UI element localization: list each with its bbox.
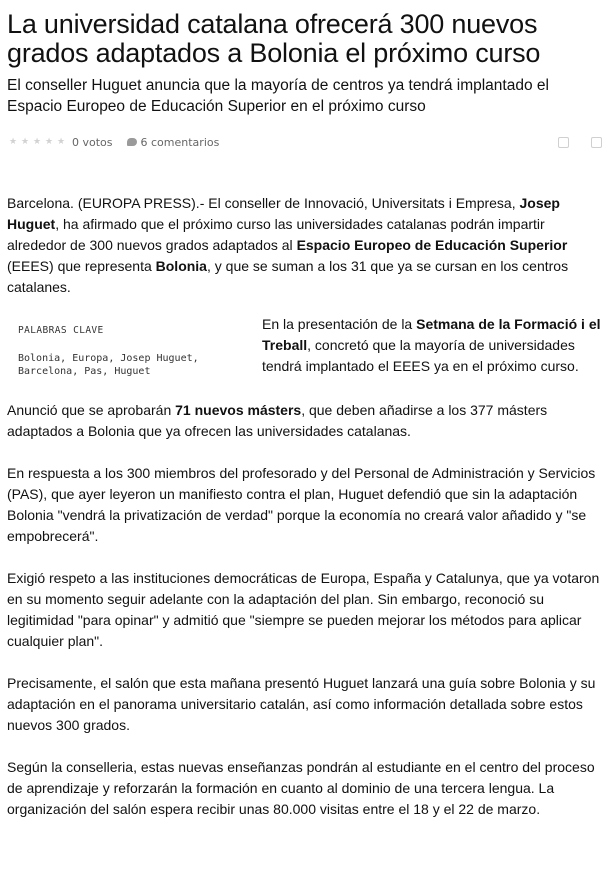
keywords-title: PALABRAS CLAVE xyxy=(18,325,104,336)
comment-bubble-icon xyxy=(127,138,137,146)
comments-count: 6 comentarios xyxy=(140,135,220,149)
paragraph: Precisamente, el salón que esta mañana presentó Huguet lanzará una guía sobre Bolonia y su adaptación en el panorama universitario catalán, así como información detallada sobre estos nuevos 300 grados. xyxy=(7,675,596,733)
star-icon[interactable]: ★ xyxy=(45,136,54,147)
article-subtitle: El conseller Huguet anuncia que la mayoría de centros ya tendrá implantado el Espacio Europeo de Educación Superior en el próximo curso xyxy=(7,77,549,115)
star-icon[interactable]: ★ xyxy=(9,136,18,147)
share-tool[interactable] xyxy=(591,137,602,148)
keyword-link[interactable]: Huguet xyxy=(114,366,151,377)
star-icon[interactable]: ★ xyxy=(57,136,66,147)
keywords-box xyxy=(7,314,262,378)
star-icon[interactable]: ★ xyxy=(33,136,42,147)
rating-stars[interactable] xyxy=(9,138,66,147)
article-headline: La universidad catalana ofrecerá 300 nuevos grados adaptados a Bolonia el próximo curso xyxy=(7,9,541,68)
paragraph: Barcelona. (EUROPA PRESS).- El conseller de Innovació, Universitats i Empresa, Josep Huguet, ha afirmado que el próximo curso las universidades catalanas podrán impartir alrededor de 300 nuevos grados adaptados al Espacio Europeo de Educación Superior (EEES) que representa Bolonia, y que se suman a los 31 que ya se cursan en los centros catalanes. xyxy=(7,195,569,295)
keyword-link[interactable]: Pas xyxy=(84,366,103,377)
text-size-icon xyxy=(558,137,569,148)
star-icon[interactable]: ★ xyxy=(21,136,30,147)
keyword-link[interactable]: Barcelona xyxy=(18,366,73,377)
paragraph: Anunció que se aprobarán 71 nuevos másters, que deben añadirse a los 377 másters adaptados a Bolonia que ya ofrecen las universidades catalanas. xyxy=(7,402,548,439)
paragraph: En la presentación de la Setmana de la Formació i el Treball, concretó que la mayoría de universidades tendrá implantado el EEES ya en el próximo curso. xyxy=(262,316,601,374)
article-body xyxy=(7,193,607,820)
votes-count: 0 votos xyxy=(72,135,113,149)
keyword-link[interactable]: Bolonia xyxy=(18,353,61,364)
keyword-link[interactable]: Europa xyxy=(72,353,109,364)
paragraph: En respuesta a los 300 miembros del profesorado y del Personal de Administración y Servicios (PAS), que ayer leyeron un manifiesto contra el plan, Huguet defendió que sin la adaptación Bolonia "vendrá la privatización de verdad" porque la economía no creará valor añadido y "se empobrecerá". xyxy=(7,465,596,544)
share-icon xyxy=(591,137,602,148)
text-size-tool[interactable] xyxy=(558,137,569,148)
article-info-row xyxy=(7,167,607,179)
paragraph: Según la conselleria, estas nuevas enseñanzas pondrán al estudiante en el centro del proceso de aprendizaje y reforzarán la formación en cuanto al dominio de una tercera lengua. La organización del salón espera recibir unas 80.000 visitas entre el 18 y el 22 de marzo. xyxy=(7,759,595,817)
article-tools xyxy=(558,137,607,148)
keyword-link[interactable]: Josep Huguet xyxy=(120,353,193,364)
paragraph: Exigió respeto a las instituciones democráticas de Europa, España y Catalunya, que ya votaron en su momento seguir adelante con la adaptación del plan. Sin embargo, reconoció su legitimidad "para opinar" y admitió que "siempre se pueden mejorar los métodos para aplicar cualquier plan". xyxy=(7,570,600,649)
keywords-and-paragraph xyxy=(7,314,607,378)
keywords-list: Bolonia, Europa, Josep Huguet, Barcelona, Pas, Huguet xyxy=(18,353,199,377)
comments-link[interactable] xyxy=(127,136,220,149)
article-meta-bar xyxy=(7,135,607,149)
